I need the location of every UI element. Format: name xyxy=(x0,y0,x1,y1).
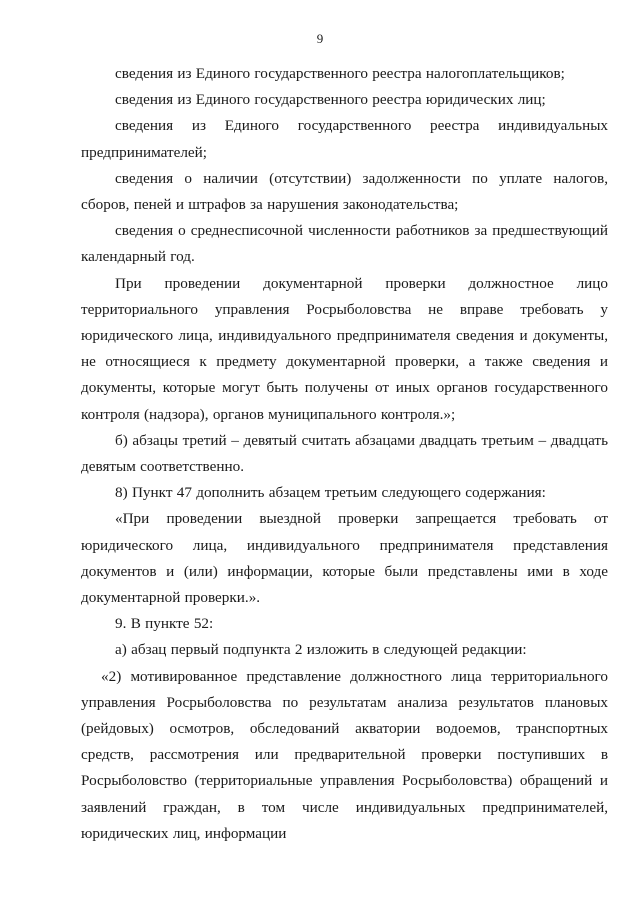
paragraph-1: сведения из Единого государственного реестра налогоплательщиков; xyxy=(115,65,565,82)
paragraph-12: «2) мотивированное представление должностного лица территориального управления Росрыболовства по результатам анализа результатов плановых (рейдовых) осмотров, обследований акватории водоемов, транспортных средств, рассмотрения или предварительной проверки поступивших в Росрыболовство (территориальные управления Росрыболовства) обращений и заявлений граждан, в том числе индивидуальных предпринимателей, юридических лиц, информации xyxy=(81,667,608,842)
paragraph-6: При проведении документарной проверки должностное лицо территориального управления Росрыболовства не вправе требовать у юридического лица, индивидуального предпринимателя сведения и документы, не относящиеся к предмету документарной проверки, а также сведения и документы, которые могут быть получены от иных органов государственного контроля (надзора), органов муниципального контроля.»; xyxy=(81,274,608,423)
page-number: 9 xyxy=(316,31,324,46)
paragraph-8: 8) Пункт 47 дополнить абзацем третьим следующего содержания: xyxy=(115,484,546,502)
paragraph-4: сведения о наличии (отсутствии) задолженности по уплате налогов, сборов, пеней и штрафов за нарушения законодательства; xyxy=(81,169,608,214)
paragraph-5: сведения о среднесписочной численности работников за предшествующий календарный год. xyxy=(81,222,608,266)
paragraph-11: а) абзац первый подпункта 2 изложить в следующей редакции: xyxy=(115,641,527,659)
document-body xyxy=(81,61,608,847)
paragraph-10: 9. В пункте 52: xyxy=(115,615,214,633)
paragraph-9: «При проведении выездной проверки запрещается требовать от юридического лица, индивидуального предпринимателя представления документов и (или) информации, которые были представлены ими в ходе документарной проверки.». xyxy=(81,510,608,607)
paragraph-3: сведения из Единого государственного реестра индивидуальных предпринимателей; xyxy=(81,117,608,161)
paragraph-2: сведения из Единого государственного реестра юридических лиц; xyxy=(115,91,546,109)
paragraph-7: б) абзацы третий – девятый считать абзацами двадцать третьим – двадцать девятым соответственно. xyxy=(81,431,608,476)
